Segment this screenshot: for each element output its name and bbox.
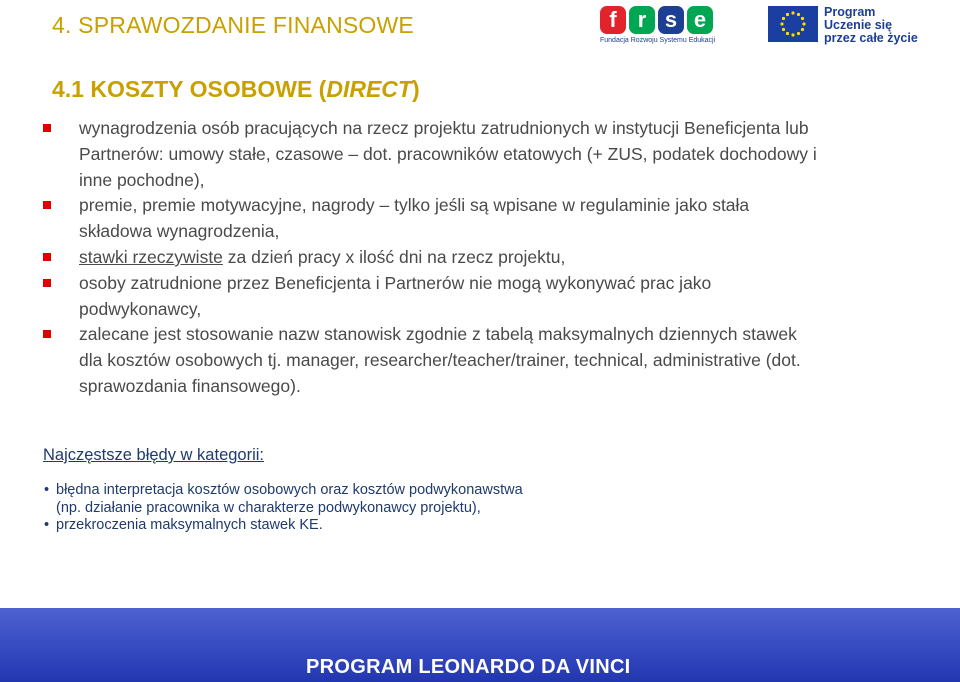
square-bullet-icon bbox=[43, 330, 51, 338]
eu-program-text bbox=[824, 6, 918, 45]
list-item bbox=[40, 322, 820, 399]
errors-item-text: błędna interpretacja kosztów osobowych oraz kosztów podwykonawstwa bbox=[56, 482, 523, 498]
square-bullet-icon bbox=[43, 279, 51, 287]
footer-program-name: PROGRAM LEONARDO DA VINCI bbox=[306, 656, 631, 678]
square-bullet-icon bbox=[43, 124, 51, 132]
subtitle-suffix: ) bbox=[411, 76, 420, 102]
personnel-costs-list bbox=[40, 116, 820, 400]
list-item bbox=[40, 193, 820, 245]
list-item bbox=[40, 271, 820, 323]
slide-title: 4. SPRAWOZDANIE FINANSOWE bbox=[52, 12, 414, 38]
list-item-text: osoby zatrudnione przez Beneficjenta i Partnerów nie mogą wykonywać prac jako podwykonawcy, bbox=[79, 272, 712, 319]
frse-logo bbox=[600, 6, 720, 50]
bullet-dot-icon: • bbox=[44, 517, 50, 533]
slide-subtitle bbox=[52, 76, 420, 103]
eu-line-1: Program bbox=[824, 5, 876, 19]
eu-line-2: Uczenie się bbox=[824, 18, 893, 32]
frse-letter-e: e bbox=[687, 6, 713, 34]
frse-letter-s: s bbox=[658, 6, 684, 34]
frse-caption: Fundacja Rozwoju Systemu Edukacji bbox=[600, 37, 716, 44]
subtitle-italic: DIRECT bbox=[326, 76, 412, 102]
errors-item-continuation: (np. działanie pracownika w charakterze podwykonawcy projektu), bbox=[56, 499, 481, 516]
list-item-underlined-text: stawki rzeczywiste bbox=[79, 246, 223, 267]
frse-letter-f: f bbox=[600, 6, 626, 34]
list-item-text: za dzień pracy x ilość dni na rzecz projektu, bbox=[222, 246, 566, 267]
errors-list bbox=[44, 482, 644, 535]
errors-list-item bbox=[44, 482, 644, 517]
list-item-text: zalecane jest stosowanie nazw stanowisk zgodnie z tabelą maksymalnych dziennych stawek dla kosztów osobowych tj. manager, researcher/teacher/trainer, technical, administrative (dot. sprawozdania finansowego). bbox=[79, 324, 801, 396]
list-item-text: wynagrodzenia osób pracujących na rzecz projektu zatrudnionych w instytucji Beneficjenta lub Partnerów: umowy stałe, czasowe – dot. pracowników etatowych (+ ZUS, podatek dochodowy i inne pochodne), bbox=[79, 118, 817, 190]
list-item bbox=[40, 116, 820, 193]
bullet-dot-icon: • bbox=[44, 482, 50, 498]
errors-heading: Najczęstsze błędy w kategorii: bbox=[43, 446, 265, 464]
frse-letter-r: r bbox=[629, 6, 655, 34]
errors-list-item bbox=[44, 517, 644, 535]
list-item-text: premie, premie motywacyjne, nagrody – tylko jeśli są wpisane w regulaminie jako stała składowa wynagrodzenia, bbox=[79, 195, 750, 242]
square-bullet-icon bbox=[43, 253, 51, 261]
eu-lifelong-learning-logo bbox=[768, 6, 928, 46]
eu-line-3: przez całe życie bbox=[824, 31, 918, 45]
list-item bbox=[40, 245, 820, 271]
subtitle-prefix: 4.1 KOSZTY OSOBOWE ( bbox=[52, 76, 327, 102]
eu-flag-icon bbox=[768, 6, 818, 42]
errors-item-text: przekroczenia maksymalnych stawek KE. bbox=[56, 517, 323, 533]
square-bullet-icon bbox=[43, 201, 51, 209]
